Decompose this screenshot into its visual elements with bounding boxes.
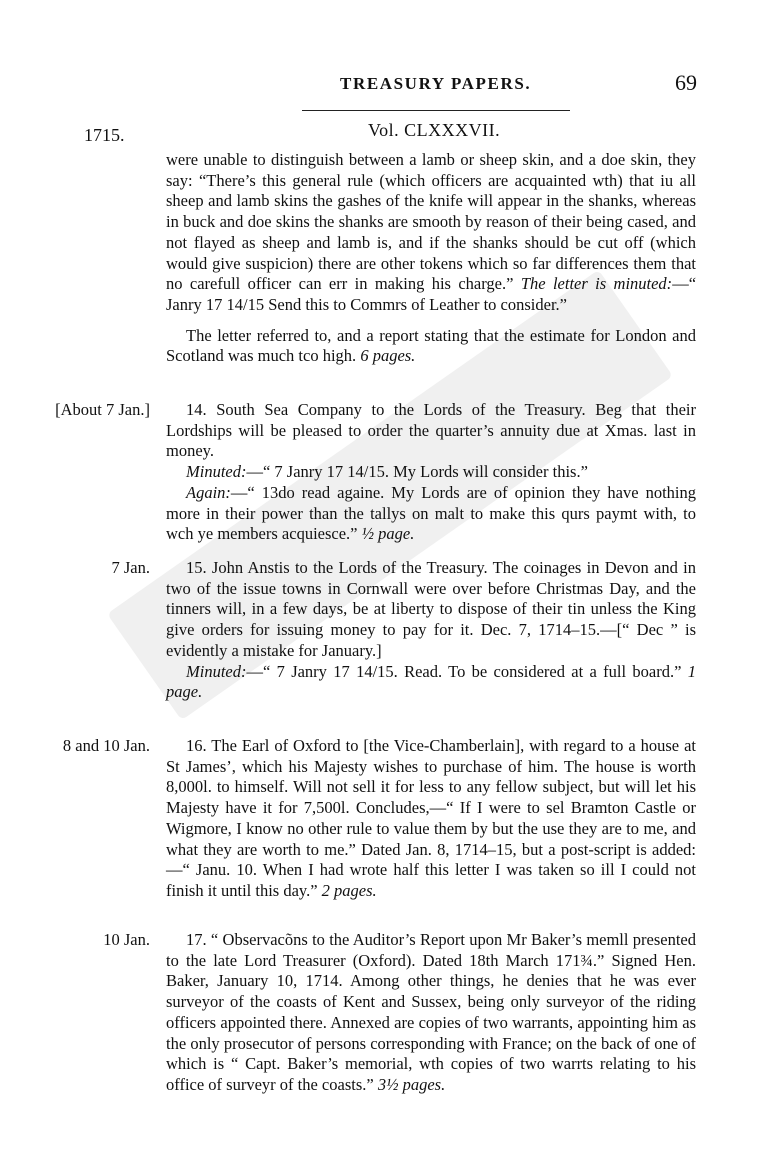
entry-16	[166, 736, 696, 902]
page-count: 6 pages.	[360, 346, 416, 366]
minute-label: Minuted:	[186, 661, 247, 681]
year-label: 1715.	[84, 125, 125, 145]
entry-text: 17. “ Observacõns to the Auditor’s Report upon Mr Baker’s memll presented to the late Lord Treasurer (Oxford). Dated 18th March 171¾.” Signed Hen. Baker, January 10, 1714. Among other things, he denies that he was ever surveyor of the coasts of Kent and Sussex, being only surveyor of the riding officers appointed there. Annexed are copies of two warrants, appointing him as the only prosecutor of persons corresponding with France; on the back of one of which is “ Capt. Baker’s memorial, wth copies of two warrts relating to his office of surveyr of the coasts.”	[166, 930, 696, 1094]
minute-label: The letter is minuted:	[520, 274, 673, 294]
entry-text: 15. John Anstis to the Lords of the Treasury. The coinages in Devon and in two of the issue towns in Cornwall were over before Christmas Day, and the tinners will, in a few days, be at liberty to dispose of their tin unless the King give orders for issuing money to pay for it. Dec. 7, 1714–15.—[“ Dec ” is evidently a mistake for January.]	[166, 558, 696, 660]
header-rule	[302, 110, 570, 111]
entry-continuation	[166, 150, 696, 367]
minute-text: —“ 7 Janry 17 14/15. My Lords will consider this.”	[246, 462, 588, 482]
margin-date: 8 and 10 Jan.	[62, 736, 150, 755]
page-number: 69	[675, 70, 697, 95]
entry-text: 16. The Earl of Oxford to [the Vice-Chamberlain], with regard to a house at St James’, which his Majesty wishes to purchase of him. The house is worth 8,000l. to himself. Will not sell it for less to any fellow subject, but will let his Majesty have it for 7,500l. Concludes,—“ If I were to sel Bramton Castle or Wigmore, I know no other rule to value them by but the use they are to me, and what they are worth to me.” Dated Jan. 8, 1714–15, but a post-script is added:—“ Janu. 10. When I had wrote half this letter I was taken so ill I could not finish it until this day.”	[166, 736, 696, 900]
running-title: TREASURY PAPERS.	[340, 74, 532, 93]
page-count: ½ page.	[361, 524, 415, 544]
again-text: —“ 13do read againe. My Lords are of opinion they have nothing more in their power than the tallys on malt to make this qurs paymt with, to wch ye members acquiesce.”	[166, 482, 696, 544]
page-count: 2 pages.	[321, 880, 377, 900]
minute-label: Minuted:	[186, 462, 247, 482]
entry-14	[166, 400, 696, 545]
minute-text: —“ 7 Janry 17 14/15. Read. To be considered at a full board.”	[246, 661, 682, 681]
page-count: 3½ pages.	[377, 1074, 446, 1094]
margin-date: 7 Jan.	[111, 558, 150, 577]
entry-15	[166, 558, 696, 703]
page-header	[0, 70, 768, 104]
entry-note: The letter referred to, and a report stating that the estimate for London and Scotland was much tco high.	[166, 325, 696, 366]
volume-title: Vol. CLXXXVII.	[368, 120, 501, 140]
entry-text: were unable to distinguish between a lamb or sheep skin, and a doe skin, they say: “There’s this general rule (which officers are acquainted wth) that iu all sheep and lamb skins the gashes of the knife will appear in the shanks, whereas in buck and doe skins the shanks are smooth by reason of their being cased, and not flayed as sheep and lamb is, and if the shanks should be cut off (which would give suspicion) there are other tokens which so far differences them that no carefull officer can err in making his charge.”	[166, 150, 696, 294]
again-label: Again:	[186, 482, 231, 502]
entry-text: 14. South Sea Company to the Lords of the Treasury. Beg that their Lordships will be pleased to order the quarter’s annuity due at Xmas. last in money.	[166, 400, 696, 461]
margin-date: 10 Jan.	[103, 930, 150, 949]
entry-17	[166, 930, 696, 1096]
margin-date: [About 7 Jan.]	[55, 400, 150, 419]
minute-text: —“ Janry 17 14/15 Send this to Commrs of Leather to consider.”	[166, 274, 697, 314]
page-count: 1 page.	[166, 661, 697, 702]
